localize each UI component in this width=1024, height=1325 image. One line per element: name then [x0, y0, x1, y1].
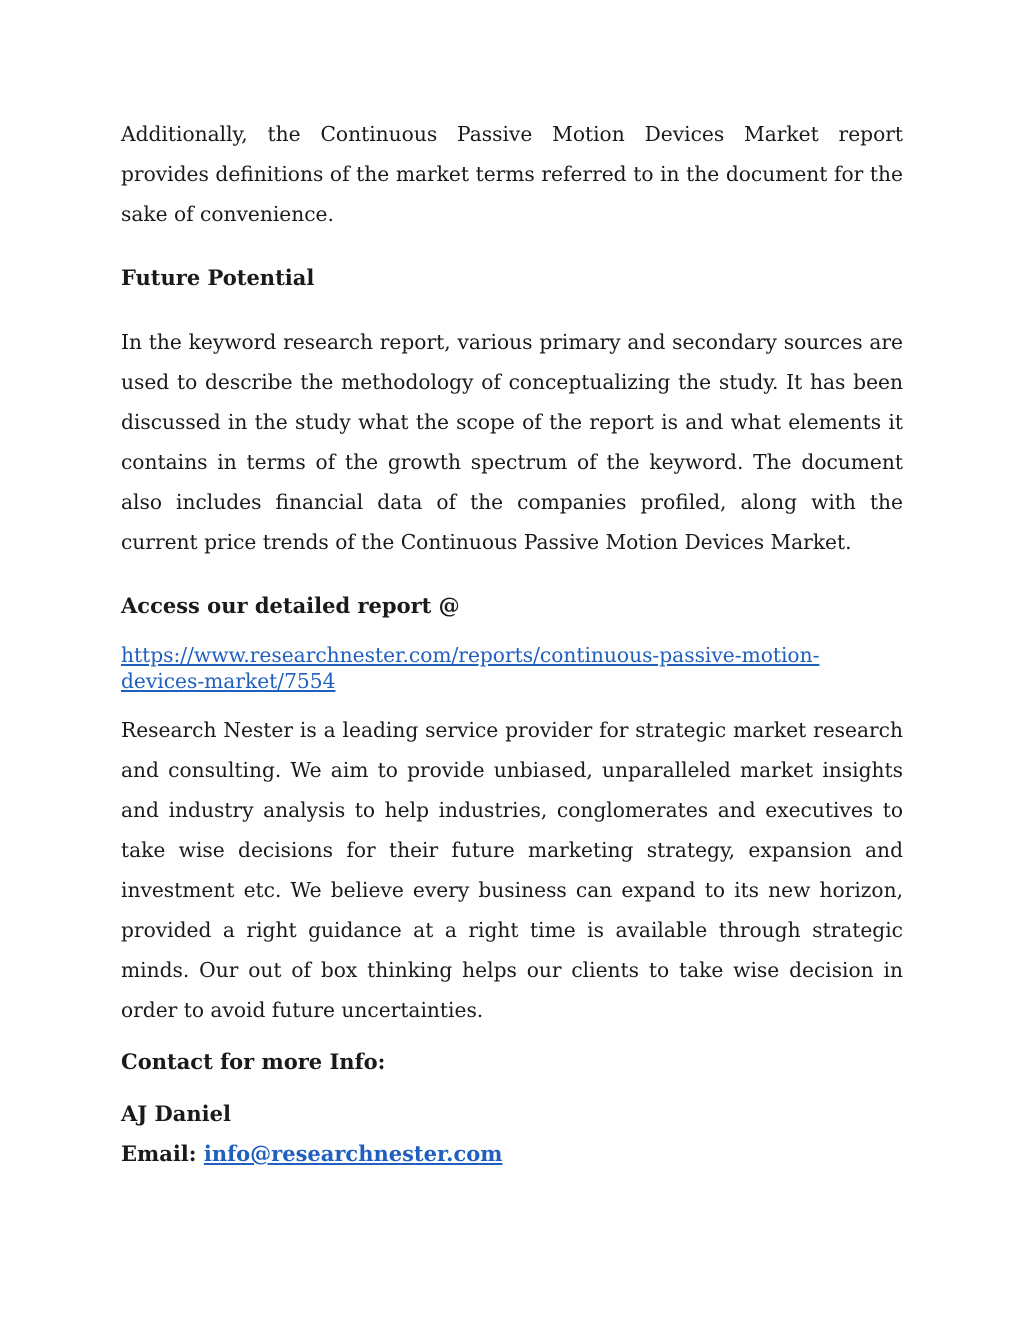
report-link-block	[121, 642, 903, 694]
contact-heading: Contact for more Info:	[121, 1049, 386, 1074]
email-link[interactable]: info@researchnester.com	[203, 1141, 503, 1166]
future-potential-paragraph: In the keyword research report, various primary and secondary sources are used to describe the methodology of conceptualizing the study. It has been discussed in the study what the scope of the report is and what elements it contains in terms of the growth spectrum of the keyword. The document also includes financial data of the companies profiled, along with the current price trends of the Continuous Passive Motion Devices Market.	[121, 330, 903, 554]
future-potential-heading: Future Potential	[121, 265, 315, 290]
report-link-line1: https://www.researchnester.com/reports/continuous-passive-motion-	[121, 643, 820, 667]
contact-email-line	[121, 1134, 903, 1174]
intro-paragraph: Additionally, the Continuous Passive Motion Devices Market report provides definitions of the market terms referred to in the document for the sake of convenience.	[121, 122, 903, 226]
email-label: Email:	[121, 1141, 204, 1166]
access-report-heading: Access our detailed report @	[121, 593, 460, 618]
report-link[interactable]	[121, 643, 819, 693]
about-paragraph: Research Nester is a leading service provider for strategic market research and consulting. We aim to provide unbiased, unparalleled market insights and industry analysis to help industries, conglomerates and executives to take wise decisions for their future marketing strategy, expansion and investment etc. We believe every business can expand to its new horizon, provided a right guidance at a right time is available through strategic minds. Our out of box thinking helps our clients to take wise decision in order to avoid future uncertainties.	[121, 718, 903, 1022]
document-page	[121, 114, 903, 1174]
contact-name: AJ Daniel	[121, 1101, 231, 1126]
report-link-line2: devices-market/7554	[121, 669, 336, 693]
